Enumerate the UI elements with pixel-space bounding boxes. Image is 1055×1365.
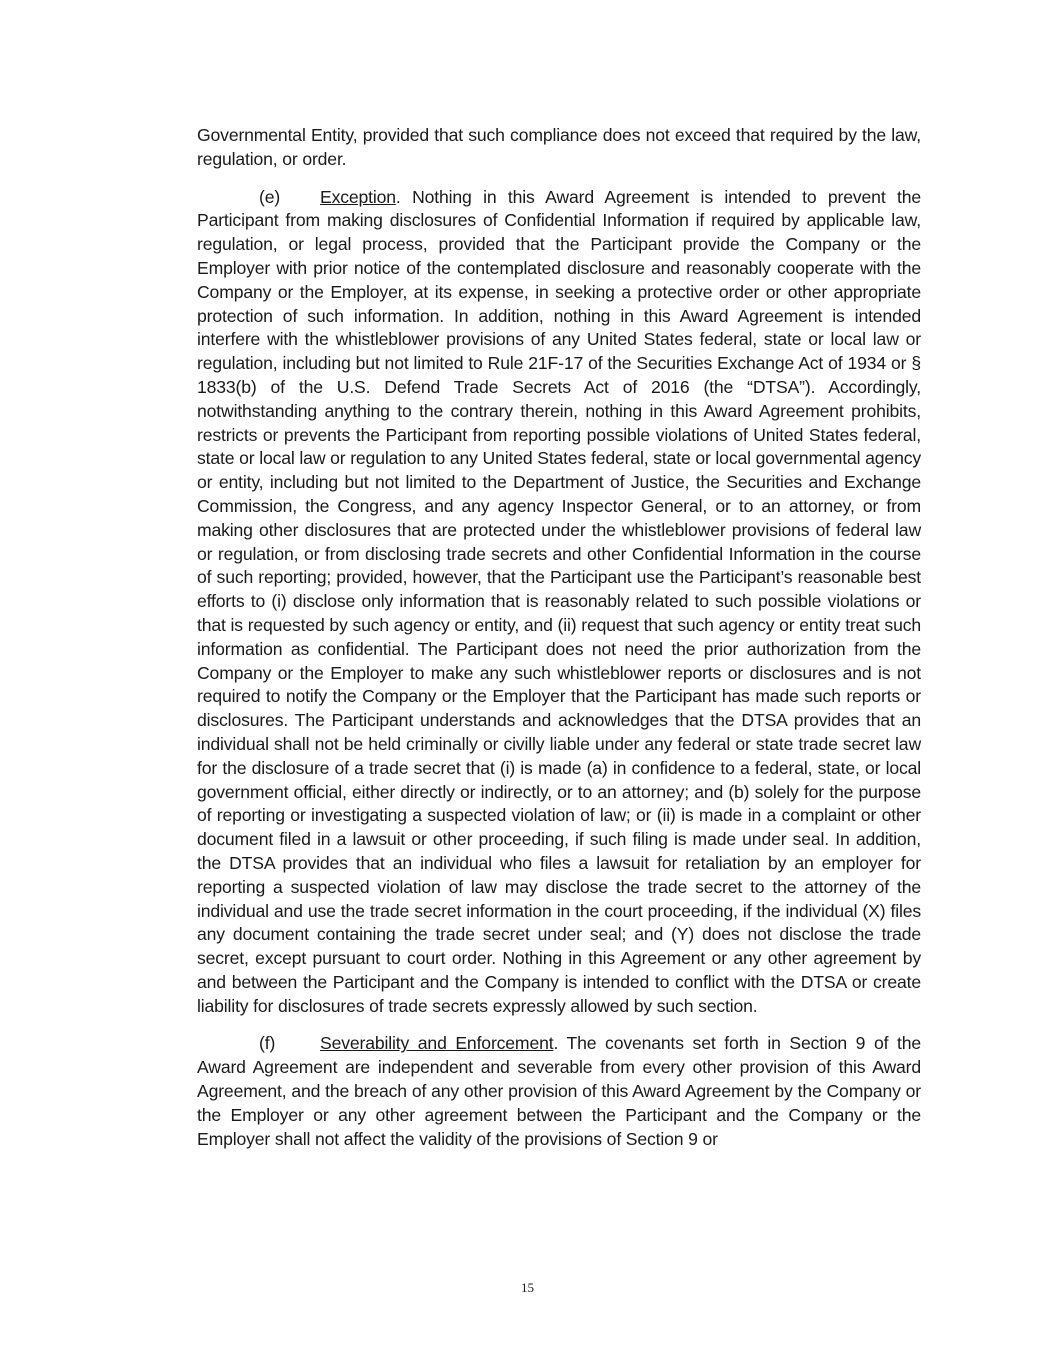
section-f-text: . The covenants set forth in Section 9 of the Award Agreement are independent and severable from every other provision of this Award Agreement, and the breach of any other provision of this Award Agreement by the Company or the Employer or any other agreement between the Participant and the Company or the Employer shall not affect the validity of the provisions of Section 9 or	[197, 1033, 921, 1149]
section-e-marker: (e)	[259, 186, 281, 207]
section-f-paragraph	[197, 1032, 921, 1151]
section-e-text: . Nothing in this Award Agreement is intended to prevent the Participant from making disclosures of Confidential Information if required by applicable law, regulation, or legal process, provided that the Participant provide the Company or the Employer with prior notice of the contemplated disclosure and reasonably cooperate with the Company or the Employer, at its expense, in seeking a protective order or other appropriate protection of such information. In addition, nothing in this Award Agreement is intended interfere with the whistleblower provisions of any United States federal, state or local law or regulation, including but not limited to Rule 21F-17 of the Securities Exchange Act of 1934 or § 1833(b) of the U.S. Defend Trade Secrets Act of 2016 (the “DTSA”). Accordingly, notwithstanding anything to the contrary therein, nothing in this Award Agreement prohibits, restricts or prevents the Participant from reporting possible violations of United States federal, state or local law or regulation to any United States federal, state or local governmental agency or entity, including but not limited to the Department of Justice, the Securities and Exchange Commission, the Congress, and any agency Inspector General, or to an attorney, or from making other disclosures that are protected under the whistleblower provisions of federal law or regulation, or from disclosing trade secrets and other Confidential Information in the course of such reporting; provided, however, that the Participant use the Participant’s reasonable best efforts to (i) disclose only information that is reasonably related to such possible violations or that is requested by such agency or entity, and (ii) request that such agency or entity treat such information as confidential. The Participant does not need the prior authorization from the Company or the Employer to make any such whistleblower reports or disclosures and is not required to notify the Company or the Employer that the Participant has made such reports or disclosures. The Participant understands and acknowledges that the DTSA provides that an individual shall not be held criminally or civilly liable under any federal or state trade secret law for the disclosure of a trade secret that (i) is made (a) in confidence to a federal, state, or local government official, either directly or indirectly, or to an attorney; and (b) solely for the purpose of reporting or investigating a suspected violation of law; or (ii) is made in a complaint or other document filed in a lawsuit or other proceeding, if such filing is made under seal. In addition, the DTSA provides that an individual who files a lawsuit for retaliation by an employer for reporting a suspected violation of law may disclose the trade secret to the attorney of the individual and use the trade secret information in the court proceeding, if the individual (X) files any document containing the trade secret under seal; and (Y) does not disclose the trade secret, except pursuant to court order. Nothing in this Agreement or any other agreement by and between the Participant and the Company is intended to conflict with the DTSA or create liability for disclosures of trade secrets expressly allowed by such section.	[197, 186, 921, 1016]
section-e-heading: Exception	[320, 186, 396, 207]
section-e-paragraph	[197, 186, 921, 1019]
section-f-marker: (f)	[259, 1033, 276, 1054]
continuation-paragraph: Governmental Entity, provided that such compliance does not exceed that required by the law, regulation, or order.	[197, 125, 921, 169]
page-number: 15	[521, 1280, 534, 1295]
section-f-heading: Severability and Enforcement	[320, 1033, 554, 1054]
document-body	[197, 124, 921, 1165]
